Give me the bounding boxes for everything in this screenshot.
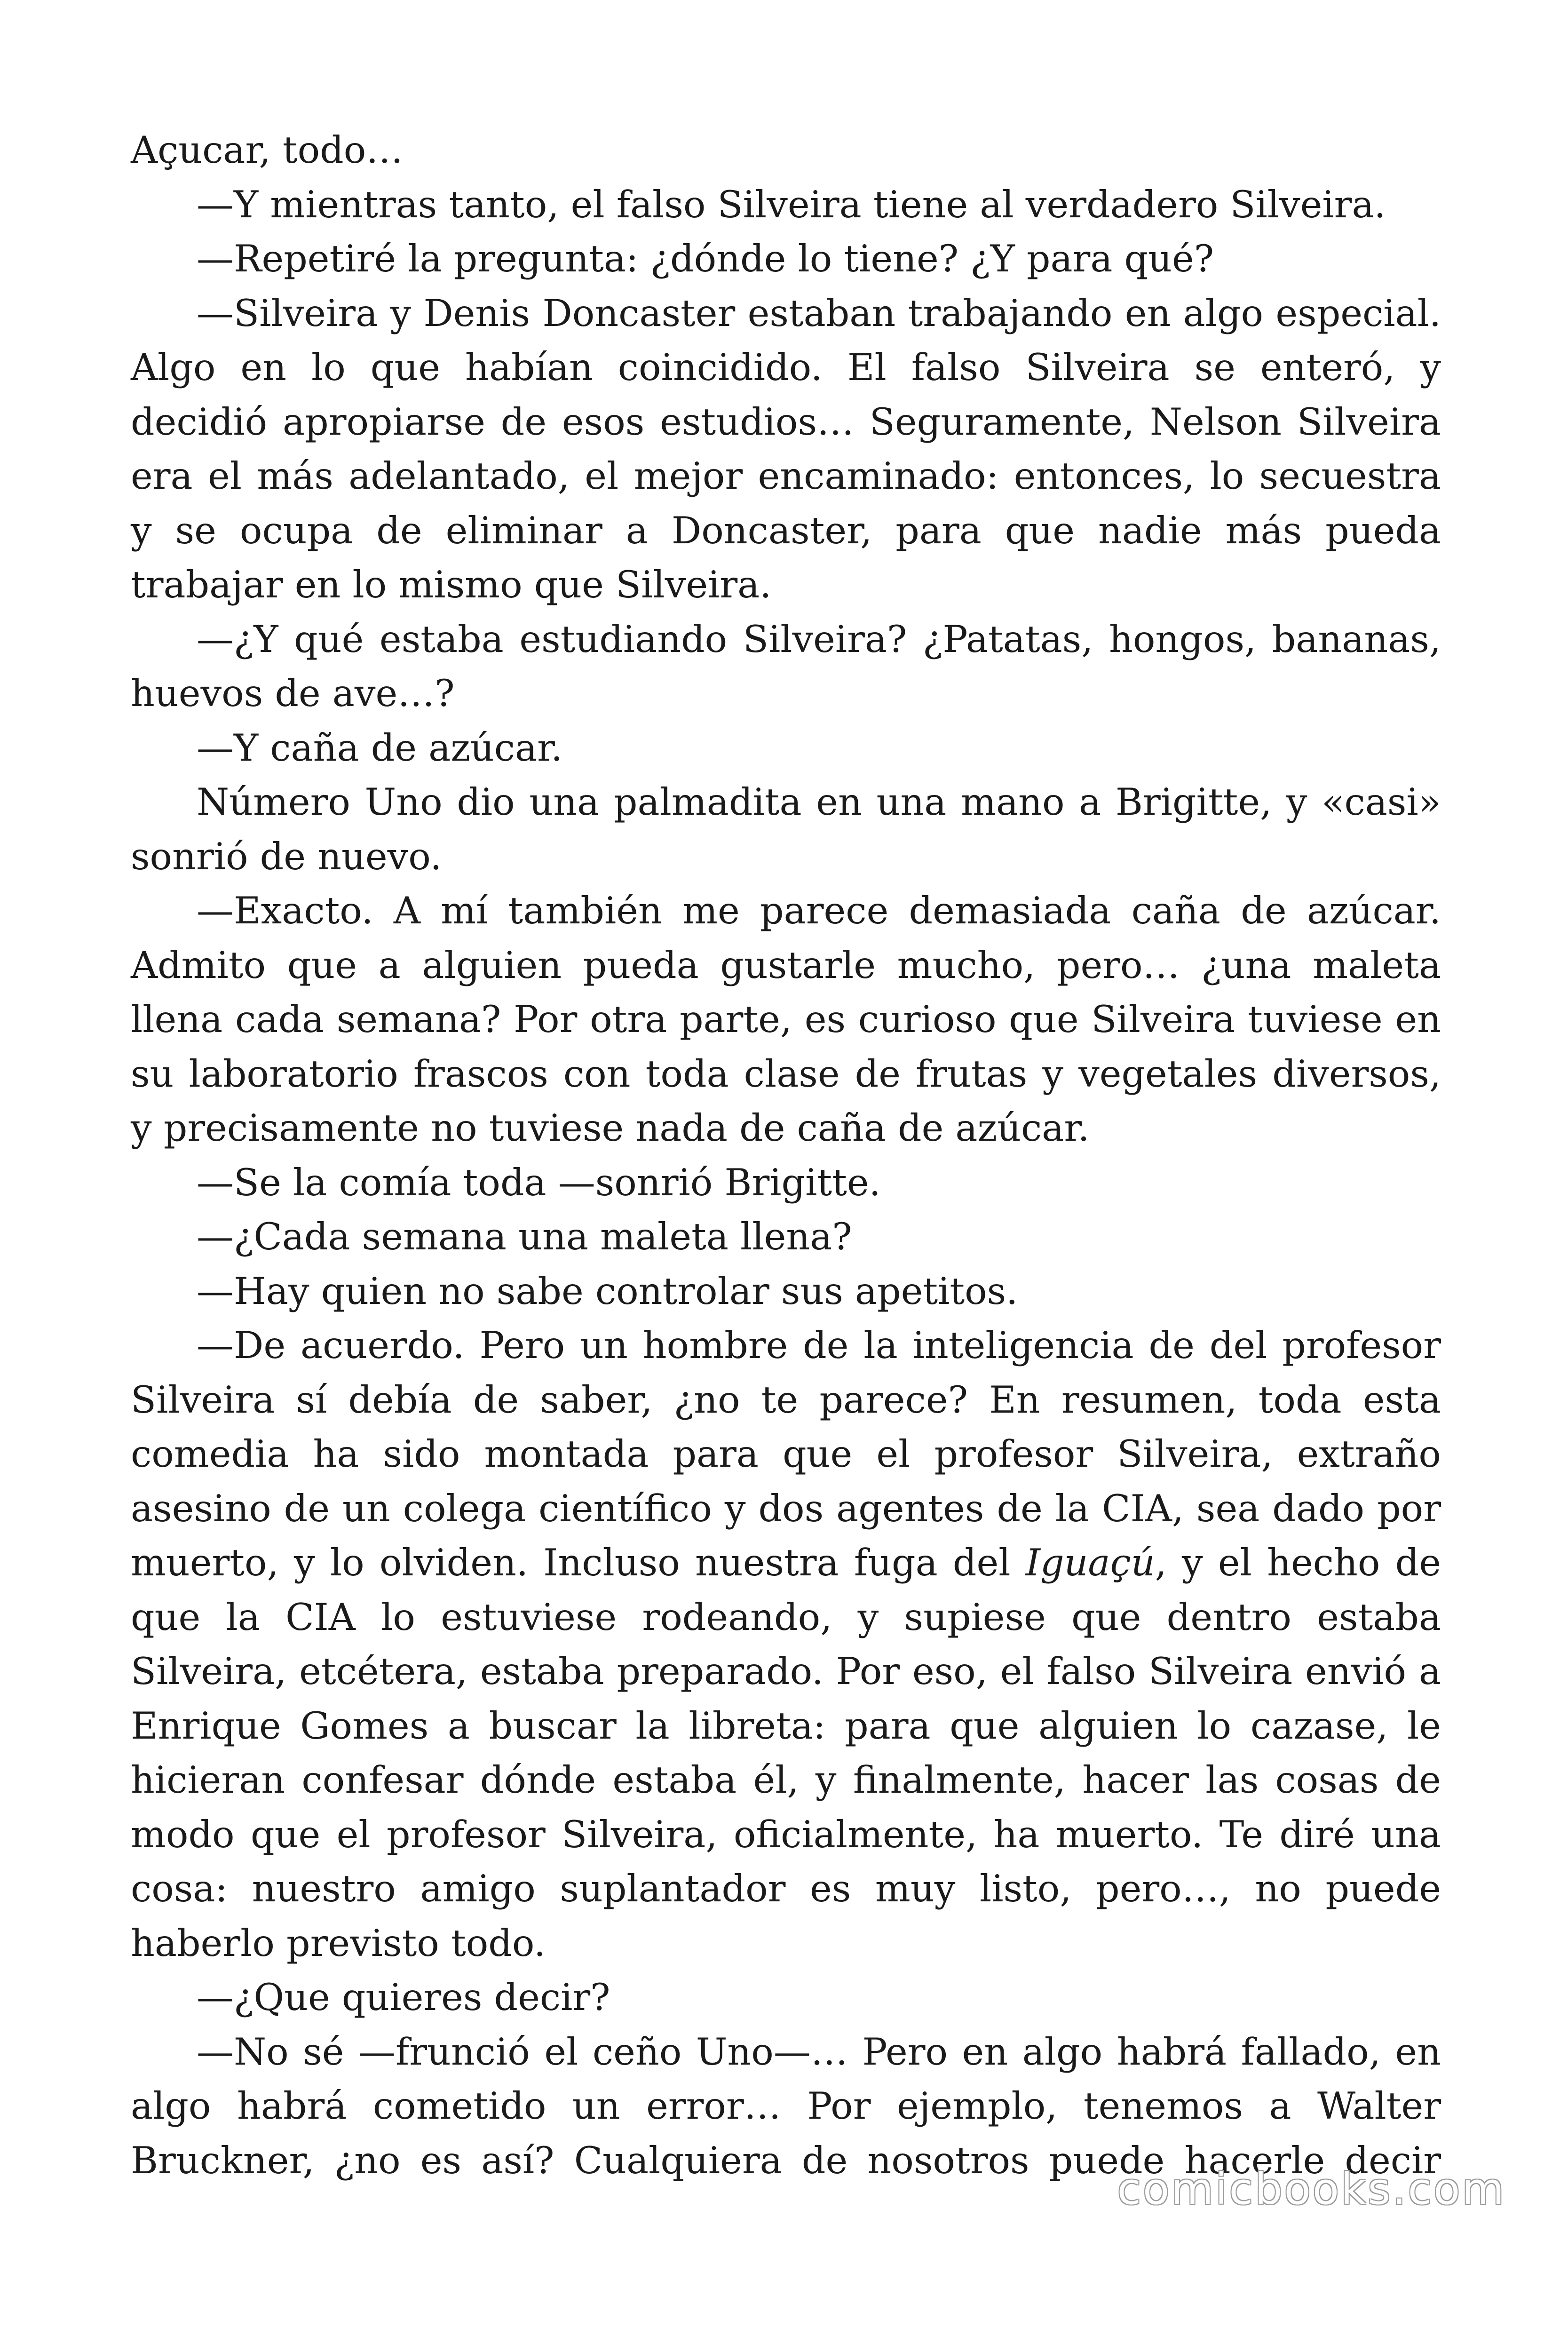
- paragraph-4: —Silveira y Denis Doncaster estaban trabajando en algo especial. Algo en lo que habían coincidido. El falso Silveira se enteró, y decidió apropiarse de esos estudios… Seguramente, Nelson Silveira era el más adelantado, el mejor encaminado: entonces, lo secuestra y se ocupa de eliminar a Doncaster, para que nadie más pueda trabajar en lo mismo que Silveira.: [131, 291, 1441, 606]
- paragraph-12-start: —De acuerdo. Pero un hombre de la inteligencia de del profesor Silveira sí debía de saber, ¿no te parece? En resumen, toda esta comedia ha sido montada para que el profesor Silveira, extraño asesino de un colega científico y dos agentes de la CIA, sea dado por muerto, y lo olviden. Incluso nuestra fuga del: [131, 1324, 1441, 1584]
- paragraph-2: —Y mientras tanto, el falso Silveira tiene al verdadero Silveira.: [197, 183, 1386, 226]
- paragraph-13: —¿Que quieres decir?: [197, 1976, 610, 2019]
- paragraph-12: [131, 1319, 1441, 1971]
- paragraph-1: Açucar, todo…: [131, 128, 404, 172]
- body-text: [131, 123, 1441, 2188]
- paragraph-6: —Y caña de azúcar.: [197, 726, 563, 770]
- paragraph-11: —Hay quien no sabe controlar sus apetitos.: [197, 1269, 1018, 1313]
- paragraph-10: —¿Cada semana una maleta llena?: [197, 1215, 852, 1258]
- paragraph-5: —¿Y qué estaba estudiando Silveira? ¿Patatas, hongos, bananas, huevos de ave…?: [131, 617, 1441, 715]
- paragraph-9: —Se la comía toda —sonrió Brigitte.: [197, 1160, 881, 1204]
- paragraph-14: —No sé —frunció el ceño Uno—… Pero en algo habrá fallado, en algo habrá cometido un error… Por ejemplo, tenemos a Walter Bruckner, ¿no es así? Cualquiera de nosotros puede hacerle decir: [131, 2030, 1441, 2182]
- paragraph-12-end: , y el hecho de que la CIA lo estuviese rodeando, y supiese que dentro estaba Silveira, etcétera, estaba preparado. Por eso, el falso Silveira envió a Enrique Gomes a buscar la libreta: para que alguien lo cazase, le hicieran confesar dónde estaba él, y finalmente, hacer las cosas de modo que el profesor Silveira, oficialmente, ha muerto. Te diré una cosa: nuestro amigo suplantador es muy listo, pero…, no puede haberlo previsto todo.: [131, 1541, 1441, 1965]
- watermark-logo: comicbooks.com: [1117, 2164, 1506, 2214]
- paragraph-8: —Exacto. A mí también me parece demasiada caña de azúcar. Admito que a alguien pueda gustarle mucho, pero… ¿una maleta llena cada semana? Por otra parte, es curioso que Silveira tuviese en su laboratorio frascos con toda clase de frutas y vegetales diversos, y precisamente no tuviese nada de caña de azúcar.: [131, 889, 1441, 1150]
- paragraph-7: Número Uno dio una palmadita en una mano a Brigitte, y «casi» sonrió de nuevo.: [131, 780, 1441, 878]
- ship-name-italic: Iguaçú: [1025, 1541, 1155, 1584]
- paragraph-3: —Repetiré la pregunta: ¿dónde lo tiene? ¿Y para qué?: [197, 237, 1214, 280]
